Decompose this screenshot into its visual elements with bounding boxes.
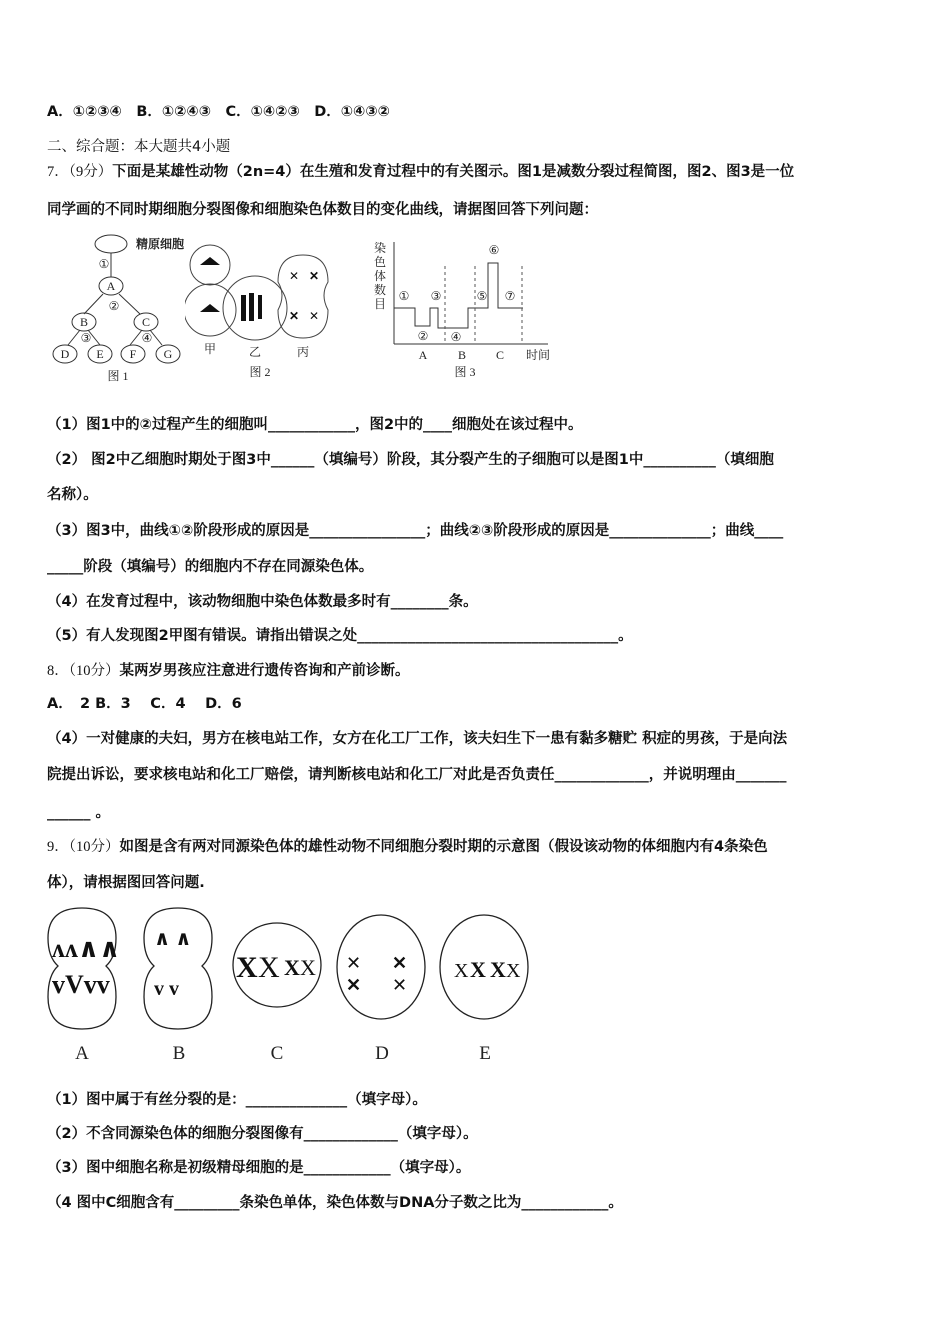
- q7-sub4: （4）在发育过程中，该动物细胞中染色体数最多时有________条。: [47, 594, 478, 610]
- q9-cell-label: E: [479, 1043, 491, 1064]
- svg-text:X: X: [258, 951, 280, 984]
- q7-sub2: （2） 图2中乙细胞时期处于图3中______（填编号）阶段，其分裂产生的子细胞可以是图1中__________（填细胞: [47, 452, 774, 468]
- q8-sub4: （4）一对健康的夫妇，男方在核电站工作，女方在化工厂工作，该夫妇生下一患有黏多糖贮 积症的男孩，于是向法: [47, 731, 788, 747]
- q9-cell-label: C: [270, 1043, 284, 1064]
- fig3-stage: ⑤: [476, 289, 488, 303]
- svg-text:X: X: [470, 957, 486, 982]
- fig3-ylabel: 目: [373, 297, 387, 311]
- figure-3-chromosome-curve: [370, 236, 560, 381]
- fig3-stage: ③: [430, 289, 442, 303]
- section-title: 二、综合题：本大题共4小题: [47, 139, 231, 155]
- svg-text:✕: ✕: [346, 975, 362, 995]
- q7-sub2-cont: 名称）。: [47, 487, 98, 503]
- fig3-stage: ④: [450, 330, 462, 344]
- fig1-node: D: [60, 347, 70, 361]
- fig3-ylabel: 色: [373, 255, 387, 269]
- q7-sub3: （3）图3中，曲线①②阶段形成的原因是________________；曲线②③阶段形成的原因是______________；曲线____: [47, 523, 784, 539]
- q8-sub4-cont: 院提出诉讼，要求核电站和化工厂赔偿，请判断核电站和化工厂对此是否负责任_____________，并说明理由_______: [47, 767, 787, 783]
- q8-options: A． 2 B．3 C．4 D．6: [47, 696, 242, 712]
- figure-1-meiosis-diagram: [48, 232, 193, 387]
- fig1-step: ①: [98, 257, 110, 271]
- svg-text:✕: ✕: [392, 975, 408, 995]
- svg-text:vVvv: vVvv: [52, 970, 110, 999]
- svg-text:X: X: [284, 955, 300, 980]
- q9-cell-label: B: [172, 1043, 186, 1064]
- q9-sub1: （1）图中属于有丝分裂的是：______________（填字母）。: [47, 1092, 427, 1108]
- svg-text:X: X: [300, 955, 316, 980]
- svg-text:✕: ✕: [309, 309, 320, 323]
- svg-text:✕: ✕: [392, 953, 408, 973]
- fig1-node: F: [129, 347, 137, 361]
- svg-text:v v: v v: [154, 978, 179, 1000]
- fig3-stage: ①: [398, 289, 410, 303]
- fig1-node: G: [163, 347, 173, 361]
- q9-stem: 如图是含有两对同源染色体的雄性动物不同细胞分裂时期的示意图（假设该动物的体细胞内有4条染色: [119, 839, 768, 855]
- q8-sub4-cont2: ______ 。: [47, 805, 111, 821]
- q7-sub3-cont: _____阶段（填编号）的细胞内不存在同源染色体。: [47, 559, 374, 575]
- q9-cell-label: D: [375, 1043, 389, 1064]
- fig1-node: A: [106, 279, 116, 293]
- fig1-node: B: [79, 315, 89, 329]
- fig3-stage: ⑦: [504, 289, 516, 303]
- fig2-cell-label: 甲: [203, 342, 217, 356]
- q7-stem-2: 同学画的不同时期细胞分裂图像和细胞染色体数目的变化曲线，请据图回答下列问题：: [47, 202, 598, 218]
- fig1-top-label: 精原细胞: [135, 237, 185, 251]
- fig3-xlabel: C: [495, 348, 505, 362]
- q8-number: 8．（10分）: [47, 663, 120, 679]
- fig1-caption: 图 1: [107, 369, 129, 383]
- fig1-step: ③: [80, 331, 92, 345]
- q8-stem: 某两岁男孩应注意进行遗传咨询和产前诊断。: [119, 663, 410, 679]
- q7-sub5: （5）有人发现图2甲图有错误。请指出错误之处____________________________________。: [47, 628, 633, 644]
- fig3-ylabel: 数: [373, 283, 387, 297]
- q9-sub4: （4 图中C细胞含有_________条染色单体，染色体数与DNA分子数之比为____________。: [47, 1195, 623, 1211]
- fig3-xlabel: B: [457, 348, 467, 362]
- fig2-caption: 图 2: [249, 365, 271, 379]
- fig3-ylabel: 体: [373, 269, 387, 283]
- fig3-caption: 图 3: [454, 365, 476, 379]
- svg-text:ʌʌ∧∧: ʌʌ∧∧: [52, 934, 121, 963]
- q9-sub3: （3）图中细胞名称是初级精母细胞的是____________（填字母）。: [47, 1160, 471, 1176]
- svg-text:∧ ∧: ∧ ∧: [154, 928, 192, 950]
- svg-text:✕: ✕: [289, 269, 300, 283]
- svg-text:✕: ✕: [289, 309, 300, 323]
- fig3-axis-title: 时间: [525, 348, 551, 362]
- fig3-xlabel: A: [418, 348, 428, 362]
- q9-number: 9．（10分）: [47, 839, 120, 855]
- q9-cell-division-figure: [44, 905, 534, 1065]
- q9-cell-label: A: [75, 1043, 89, 1064]
- fig1-step: ②: [108, 299, 120, 313]
- fig1-node: E: [96, 347, 104, 361]
- q7-stem: 下面是某雄性动物（2n=4）在生殖和发育过程中的有关图示。图1是减数分裂过程简图，图2、图3是一位: [112, 164, 795, 180]
- fig1-node: C: [141, 315, 151, 329]
- q9-stem-2: 体），请根据图回答问题.: [47, 875, 205, 891]
- fig3-stage: ②: [417, 329, 429, 343]
- q7-sub1: （1）图1中的②过程产生的细胞叫____________，图2中的____细胞处在该过程中。: [47, 417, 583, 433]
- q7-number: 7．（9分）: [47, 164, 113, 180]
- svg-text:X: X: [490, 957, 506, 982]
- svg-text:✕: ✕: [309, 269, 320, 283]
- svg-text:✕: ✕: [346, 953, 362, 973]
- svg-text:X: X: [236, 951, 258, 984]
- fig1-step: ④: [141, 331, 153, 345]
- svg-text:X: X: [506, 960, 521, 982]
- q9-sub2: （2）不含同源染色体的细胞分裂图像有_____________（填字母）。: [47, 1126, 478, 1142]
- fig3-ylabel: 染: [373, 241, 387, 255]
- svg-text:X: X: [454, 960, 469, 982]
- fig2-cell-label: 乙: [248, 345, 262, 359]
- q6-options: A．①②③④ B．①②④③ C．①④②③ D．①④③②: [47, 104, 390, 120]
- fig3-stage: ⑥: [488, 243, 500, 257]
- figure-2-cell-images: [185, 240, 355, 380]
- fig2-cell-label: 丙: [296, 345, 310, 359]
